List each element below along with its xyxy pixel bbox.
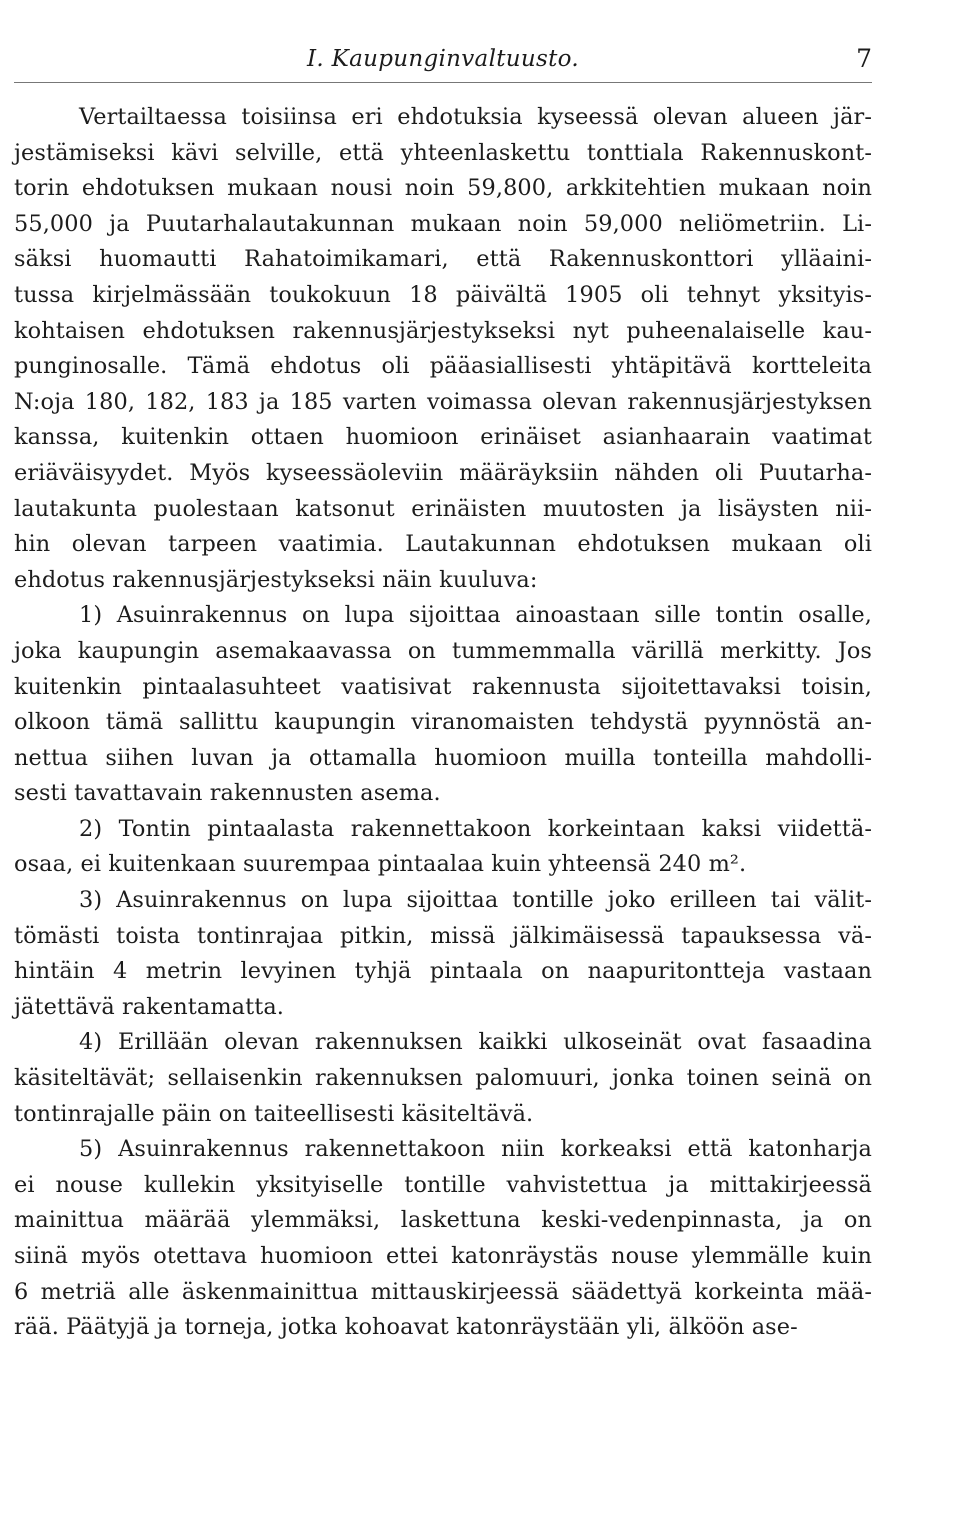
text-line: tontinrajalle päin on taiteellisesti käsiteltävä. bbox=[14, 1100, 534, 1127]
text-line: siinä myös otettava huomioon ettei katonräystäs nouse ylemmälle kuin bbox=[14, 1243, 872, 1269]
paragraph bbox=[14, 100, 872, 598]
text-line: nettua siihen luvan ja ottamalla huomioon muilla tonteilla mahdolli- bbox=[14, 744, 872, 771]
text-line: 55,000 ja Puutarhalautakunnan mukaan noin 59,000 neliömetriin. Li- bbox=[14, 210, 872, 237]
text-line: punginosalle. Tämä ehdotus oli pääasiallisesti yhtäpitävä kortteleita bbox=[14, 353, 872, 380]
paragraph bbox=[14, 883, 872, 1025]
text-line: sesti tavattavain rakennusten asema. bbox=[14, 780, 441, 807]
text-line: rää. Päätyjä ja torneja, jotka kohoavat katonräystään yli, älköön ase- bbox=[14, 1314, 798, 1341]
text-line: osaa, ei kuitenkaan suurempaa pintaalaa kuin yhteensä 240 m². bbox=[14, 851, 747, 878]
text-line: eriäväisyydet. Myös kyseessäoleviin määräyksiin nähden oli Puutarha- bbox=[14, 459, 872, 486]
text-line: kohtaisen ehdotuksen rakennusjärjestykseksi nyt puheenalaiselle kau- bbox=[14, 317, 872, 344]
text-line: 5) Asuinrakennus rakennettakoon niin korkeaksi että katonharja bbox=[79, 1136, 872, 1163]
text-line: 1) Asuinrakennus on lupa sijoittaa ainoastaan sille tontin osalle, bbox=[79, 602, 872, 629]
paragraph bbox=[14, 1132, 872, 1346]
text-line: 2) Tontin pintaalasta rakennettakoon korkeintaan kaksi viidettä- bbox=[79, 815, 872, 842]
text-line: hin olevan tarpeen vaatimia. Lautakunnan ehdotuksen mukaan oli bbox=[14, 531, 872, 558]
text-line: jätettävä rakentamatta. bbox=[14, 993, 284, 1020]
text-line: 4) Erillään olevan rakennuksen kaikki ulkoseinät ovat fasaadina bbox=[79, 1029, 872, 1056]
text-line: tussa kirjelmässään toukokuun 18 päivältä 1905 oli tehnyt yksityis- bbox=[14, 281, 872, 308]
text-line: olkoon tämä sallittu kaupungin viranomaisten tehdystä pyynnöstä an- bbox=[14, 709, 872, 736]
text-line: lautakunta puolestaan katsonut erinäisten muutosten ja lisäysten nii- bbox=[14, 495, 872, 522]
text-line: ei nouse kullekin yksityiselle tontille vahvistettua ja mittakirjeessä bbox=[14, 1171, 872, 1198]
text-line: jestämiseksi kävi selville, että yhteenlaskettu tonttiala Rakennuskont- bbox=[14, 139, 872, 166]
body-text bbox=[14, 100, 872, 1346]
text-line: kanssa, kuitenkin ottaen huomioon erinäiset asianhaarain vaatimat bbox=[14, 424, 872, 451]
header-rule bbox=[14, 82, 872, 83]
text-line: käsiteltävät; sellaisenkin rakennuksen palomuuri, jonka toinen seinä on bbox=[14, 1065, 872, 1092]
header-title: I. Kaupunginvaltuusto. bbox=[307, 46, 579, 72]
text-line: mainittua määrää ylemmäksi, laskettuna keski-vedenpinnasta, ja on bbox=[14, 1207, 872, 1234]
text-line: säksi huomautti Rahatoimikamari, että Rakennuskonttori ylläaini- bbox=[14, 246, 872, 273]
paragraph bbox=[14, 598, 872, 812]
text-line: joka kaupungin asemakaavassa on tummemmalla värillä merkitty. Jos bbox=[14, 637, 872, 664]
text-line: 6 metriä alle äskenmainittua mittauskirjeessä säädettyä korkeinta mää- bbox=[14, 1278, 872, 1305]
running-header bbox=[14, 40, 872, 84]
page-number: 7 bbox=[856, 44, 872, 73]
text-line: tömästi toista tontinrajaa pitkin, missä jälkimäisessä tapauksessa vä- bbox=[14, 922, 872, 949]
text-line: kuitenkin pintaalasuhteet vaatisivat rakennusta sijoitettavaksi toisin, bbox=[14, 673, 872, 700]
text-line: ehdotus rakennusjärjestykseksi näin kuuluva: bbox=[14, 566, 538, 593]
text-line: torin ehdotuksen mukaan nousi noin 59,800, arkkitehtien mukaan noin bbox=[14, 175, 872, 202]
paragraph bbox=[14, 1025, 872, 1132]
text-line: Vertailtaessa toisiinsa eri ehdotuksia kyseessä olevan alueen jär- bbox=[79, 104, 872, 130]
text-line: 3) Asuinrakennus on lupa sijoittaa tontille joko erilleen tai välit- bbox=[79, 887, 872, 914]
paragraph bbox=[14, 812, 872, 883]
text-line: N:oja 180, 182, 183 ja 185 varten voimassa olevan rakennusjärjestyksen bbox=[14, 388, 872, 415]
text-line: hintäin 4 metrin levyinen tyhjä pintaala on naapuritontteja vastaan bbox=[14, 958, 872, 985]
